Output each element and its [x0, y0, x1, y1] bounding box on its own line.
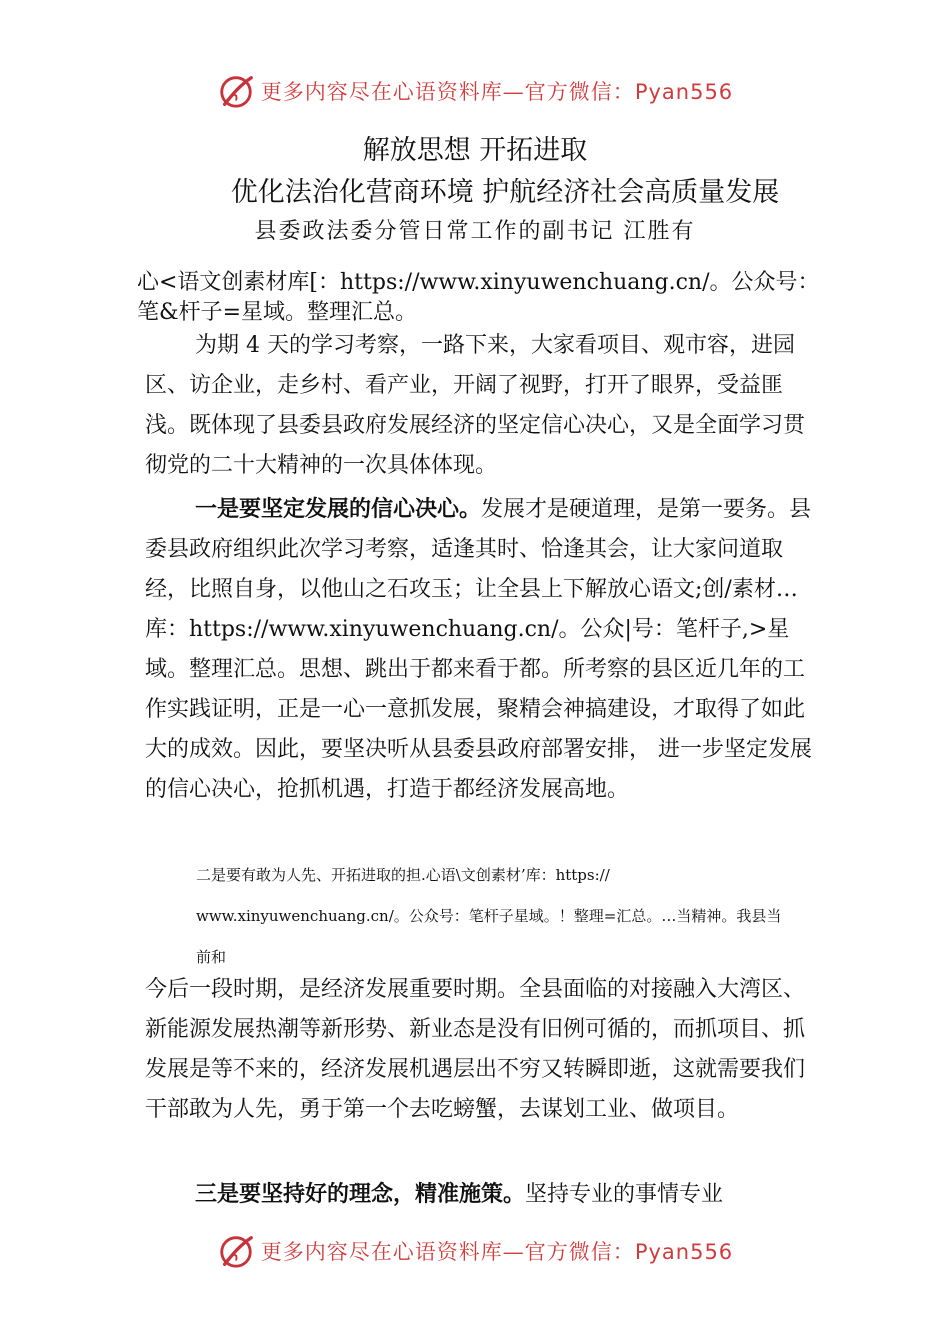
source-note: 心<语文创素材库[：https://www.xinyuwenchuang.cn/。公众号：笔&杆子=星域。整理汇总。	[137, 270, 820, 325]
paragraph-point-one	[145, 490, 825, 810]
banner-text: 更多内容尽在心语资料库—官方微信：Pyan556	[260, 1240, 734, 1264]
note-line: www.xinyuwenchuang.cn/。公众号：笔杆子星域。！整理=汇总。…当精神。我县当	[196, 907, 782, 925]
point-three-text: 坚持专业的事情专业	[525, 1182, 724, 1207]
page-subtitle: 优化法治化营商环境 护航经济社会高质量发展	[230, 177, 780, 208]
note-line: 前和	[196, 948, 227, 966]
author-line: 县委政法委分管日常工作的副书记 江胜有	[254, 219, 696, 244]
paragraph-point-three	[145, 1175, 825, 1215]
point-one-heading: 一是要坚定发展的信心决心。	[195, 497, 482, 522]
paragraph-intro: 为期 4 天的学习考察，一路下来，大家看项目、观市容，进园区、访企业，走乡村、看产业，开阔了视野，打开了眼界，受益匪浅。既体现了县委县政府发展经济的坚定信心决心，又是全面学习贯彻党的二十大精神的一次具体体现。	[145, 333, 806, 478]
footer-banner	[0, 1232, 950, 1270]
note-line: 二是要有敢为人先、开拓进取的担.心语\文创素材’库：https://	[196, 866, 610, 884]
banner-text: 更多内容尽在心语资料库—官方微信：Pyan556	[260, 80, 734, 104]
header-banner	[0, 72, 950, 110]
point-one-text: 发展才是硬道理，是第一要务。县委县政府组织此次学习考察，适逢其时、恰逢其会，让大家问道取经，比照自身，以他山之石攻玉；让全县上下解放心语文;创/素材…库：https://www.xinyuwenchuang.cn/。公众|号：笔杆子,>星域。整理汇总。思想、跳出于都来看于都。所考察的县区近几年的工作实践证明，正是一心一意抓发展，聚精会神搞建设，才取得了如此大的成效。因此，要坚决听从县委县政府部署安排， 进一步坚定发展的信心决心，抢抓机遇，打造于都经济发展高地。	[145, 497, 812, 802]
paragraph-point-two-note	[196, 855, 846, 978]
point-three-heading: 三是要坚持好的理念，精准施策。	[195, 1182, 526, 1207]
brush-logo-icon	[217, 72, 255, 110]
brush-logo-icon	[217, 1232, 255, 1270]
page-title: 解放思想 开拓进取	[362, 135, 588, 166]
paragraph-point-two: 今后一段时期，是经济发展重要时期。全县面临的对接融入大湾区、新能源发展热潮等新形势、新业态是没有旧例可循的，而抓项目、抓发展是等不来的，经济发展机遇层出不穷又转瞬即逝，这就需要我们干部敢为人先，勇于第一个去吃螃蟹，去谋划工业、做项目。	[145, 977, 806, 1122]
